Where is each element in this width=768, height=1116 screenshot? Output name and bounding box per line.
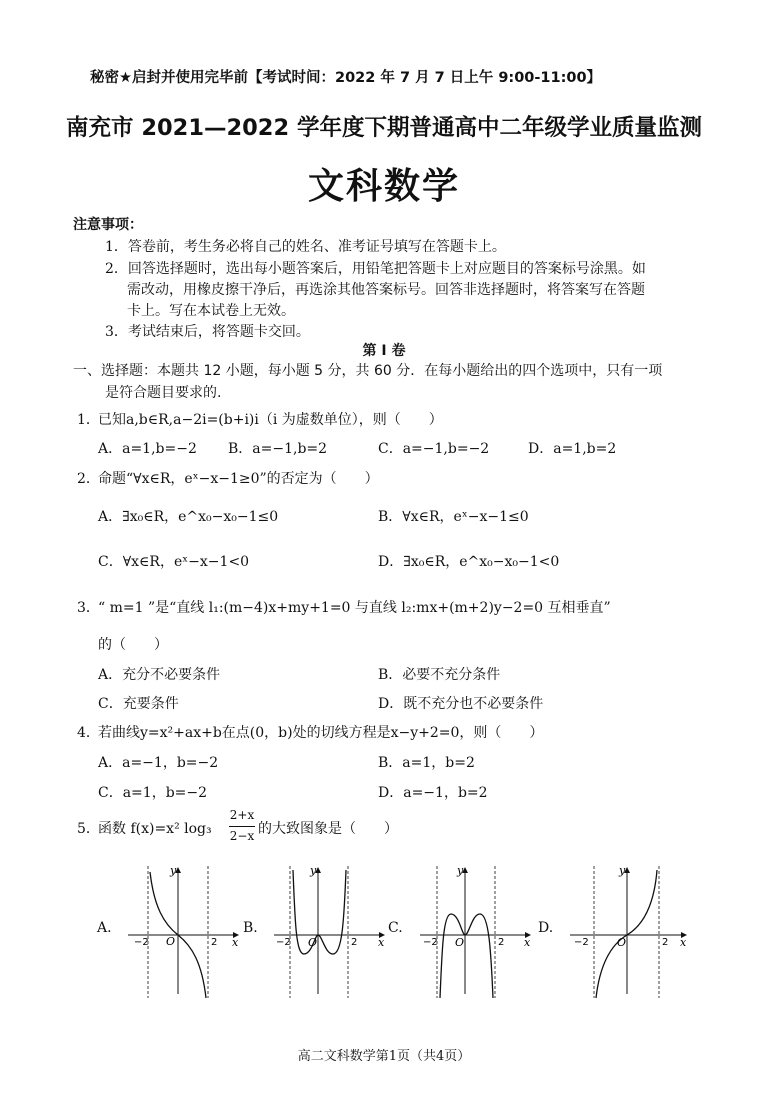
- option-d: D.: [538, 920, 554, 936]
- tick-label: −2: [276, 937, 291, 948]
- y-axis-label: y: [310, 864, 317, 877]
- option-b: B．∀x∈R，eˣ−x−1≤0: [378, 509, 529, 525]
- option-d: D．a=−1，b=2: [378, 785, 488, 801]
- option-d: D．a=1,b=2: [528, 441, 617, 457]
- fraction-bar: [229, 826, 255, 827]
- option-a: A．a=1,b=−2: [98, 441, 197, 457]
- fraction-numerator: 2+x: [229, 808, 255, 822]
- origin-label: O: [308, 936, 318, 949]
- option-a: A．a=−1，b=−2: [98, 755, 219, 771]
- tick-label: 2: [351, 937, 358, 948]
- section-intro-cont: 是符合题目要求的.: [105, 385, 222, 401]
- origin-label: O: [166, 935, 176, 948]
- page-footer: 高二文科数学第1页（共4页）: [297, 1049, 471, 1064]
- option-c: C．充要条件: [98, 696, 179, 712]
- question-number: 4．: [77, 725, 100, 741]
- option-b: B．a=−1,b=2: [228, 441, 328, 457]
- tick-label: 2: [662, 937, 669, 948]
- notice-item: 需改动，用橡皮擦干净后，再选涂其他答案标号。回答非选择题时，将答案写在答题: [127, 282, 645, 298]
- option-d: D．既不充分也不必要条件: [378, 696, 544, 712]
- section-intro: 一、选择题：本题共 12 小题，每小题 5 分，共 60 分．在每小题给出的四个选项中，只有一项: [73, 363, 663, 379]
- notice-heading: 注意事项：: [73, 217, 143, 233]
- x-axis-label: x: [378, 936, 385, 949]
- graph-b: [266, 862, 391, 1002]
- question-number: 2．: [77, 471, 100, 487]
- tick-label: 2: [498, 937, 505, 948]
- option-c: C.: [388, 920, 403, 936]
- question-stem: 若曲线y=x²+ax+b在点(0，b)处的切线方程是x−y+2=0，则（ ）: [98, 725, 544, 741]
- notice-item: 2．回答选择题时，选出每小题答案后，用铅笔把答题卡上对应题目的答案标号涂黑。如: [105, 261, 646, 277]
- question-number: 5．: [77, 821, 100, 837]
- tick-label: −2: [423, 937, 438, 948]
- graph-c: [412, 862, 537, 1002]
- exam-title: 南充市 2021—2022 学年度下期普通高中二年级学业质量监测: [66, 115, 702, 141]
- question-number: 3．: [77, 600, 100, 616]
- confidential-note: 秘密★启封并使用完毕前【考试时间：2022 年 7 月 7 日上午 9:00-11:00】: [90, 70, 602, 86]
- option-a: A．∃x₀∈R，e^x₀−x₀−1≤0: [98, 509, 279, 525]
- option-b: B．必要不充分条件: [378, 667, 501, 683]
- y-axis-label: y: [457, 864, 464, 877]
- y-axis-label: y: [619, 864, 626, 877]
- option-c: C．a=1，b=−2: [98, 785, 208, 801]
- notice-item: 1．答卷前，考生务必将自己的姓名、准考证号填写在答题卡上。: [105, 239, 506, 255]
- question-stem: 已知a,b∈R,a−2i=(b+i)i（i 为虚数单位），则（ ）: [98, 412, 443, 428]
- x-axis-label: x: [524, 936, 531, 949]
- exam-subject: 文科数学: [307, 166, 460, 207]
- option-b: B．a=1，b=2: [378, 755, 475, 771]
- question-stem: 函数 f(x)=x² log₃: [98, 821, 212, 837]
- origin-label: O: [617, 936, 627, 949]
- option-c: C．∀x∈R，eˣ−x−1<0: [98, 554, 250, 570]
- tick-label: −2: [134, 937, 149, 948]
- question-number: 1．: [77, 412, 100, 428]
- origin-label: O: [455, 936, 465, 949]
- question-stem: 的大致图象是（ ）: [258, 821, 398, 837]
- y-axis-label: y: [170, 864, 177, 877]
- option-a: A.: [97, 920, 112, 936]
- graph-a: [120, 862, 245, 1002]
- notice-item: 卡上。写在本试卷上无效。: [127, 303, 295, 319]
- tick-label: 2: [211, 937, 218, 948]
- option-a: A．充分不必要条件: [98, 667, 221, 683]
- tick-label: −2: [574, 937, 589, 948]
- question-stem: “ m=1 ”是“直线 l₁:(m−4)x+my+1=0 与直线 l₂:mx+(m+2)y−2=0 互相垂直”: [98, 600, 611, 616]
- notice-item: 3．考试结束后，将答题卡交回。: [105, 324, 310, 340]
- fraction-denominator: 2−x: [229, 829, 255, 843]
- option-c: C．a=−1,b=−2: [378, 441, 490, 457]
- x-axis-label: x: [232, 936, 239, 949]
- question-stem: 命题“∀x∈R，eˣ−x−1≥0”的否定为（ ）: [98, 471, 379, 487]
- x-axis-label: x: [680, 936, 687, 949]
- volume-heading: 第 I 卷: [362, 343, 406, 359]
- graph-d: [562, 862, 692, 1002]
- option-b: B.: [243, 920, 258, 936]
- option-d: D．∃x₀∈R，e^x₀−x₀−1<0: [378, 554, 560, 570]
- question-stem-cont: 的（ ）: [98, 637, 168, 653]
